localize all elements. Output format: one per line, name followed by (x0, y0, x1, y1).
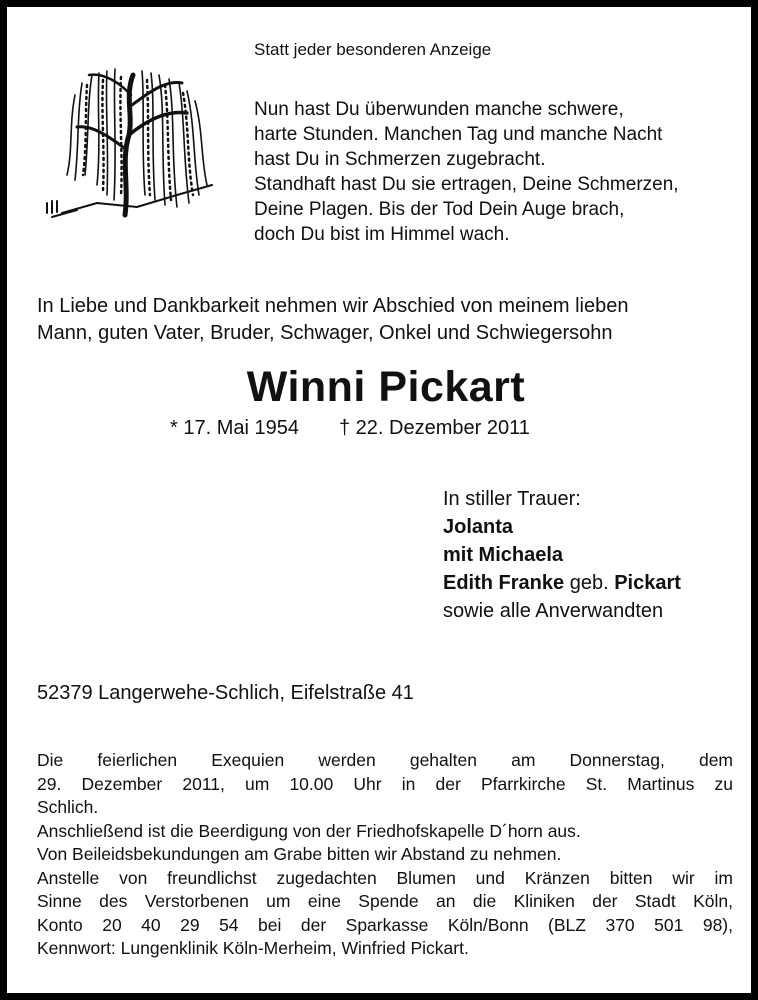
mourner-name-part: Edith Franke (443, 572, 565, 594)
poem-line: harte Stunden. Manchen Tag und manche Nacht (254, 124, 663, 145)
mourner-name (443, 569, 681, 597)
mourners-list (443, 485, 681, 625)
poem-line: doch Du bist im Himmel wach. (254, 224, 510, 245)
farewell-intro (37, 293, 628, 347)
details-line: Die feierlichen Exequien werden gehalten am Donnerstag, dem (37, 750, 733, 770)
mourner-name: Jolanta (443, 516, 514, 538)
poem-line: Standhaft hast Du sie ertragen, Deine Schmerzen, (254, 174, 679, 195)
details-line: Konto 20 40 29 54 bei der Sparkasse Köln/Bonn (BLZ 370 501 98), (37, 914, 733, 935)
birth-date: * 17. Mai 1954 (170, 417, 299, 439)
mourner-name: mit Michaela (443, 544, 564, 566)
details-line: Anschließend ist die Beerdigung von der Friedhofskapelle D´horn aus. (37, 820, 581, 841)
details-line: Anstelle von freundlichst zugedachten Blumen und Kränzen bitten wir im (37, 867, 733, 888)
death-date: † 22. Dezember 2011 (338, 417, 530, 439)
maiden-name: Pickart (614, 572, 681, 594)
memorial-poem (254, 97, 679, 247)
deceased-name: Winni Pickart (246, 363, 526, 411)
family-address: 52379 Langerwehe-Schlich, Eifelstraße 41 (37, 682, 414, 704)
life-dates (170, 417, 530, 440)
funeral-details (37, 749, 733, 961)
intro-line: In Liebe und Dankbarkeit nehmen wir Abschied von meinem lieben (37, 295, 629, 317)
details-line: Von Beileidsbekundungen am Grabe bitten wir Abstand zu nehmen. (37, 844, 562, 864)
poem-line: hast Du in Schmerzen zugebracht. (254, 149, 546, 170)
weeping-willow-illustration (37, 35, 227, 235)
notice-heading: Statt jeder besonderen Anzeige (254, 40, 492, 59)
details-line: Kennwort: Lungenklinik Köln-Merheim, Winfried Pickart. (37, 938, 469, 958)
maiden-name-prefix: geb. (564, 572, 615, 594)
mourners-intro: In stiller Trauer: (443, 488, 581, 510)
poem-line: Nun hast Du überwunden manche schwere, (254, 99, 624, 120)
details-line: Sinne des Verstorbenen um eine Spende an die Kliniken der Stadt Köln, (37, 891, 733, 911)
details-line: Schlich. (37, 797, 99, 817)
poem-line: Deine Plagen. Bis der Tod Dein Auge brach, (254, 199, 625, 220)
mourners-closing: sowie alle Anverwandten (443, 600, 664, 622)
intro-line: Mann, guten Vater, Bruder, Schwager, Onkel und Schwiegersohn (37, 322, 613, 344)
details-line: 29. Dezember 2011, um 10.00 Uhr in der Pfarrkirche St. Martinus zu (37, 773, 733, 794)
